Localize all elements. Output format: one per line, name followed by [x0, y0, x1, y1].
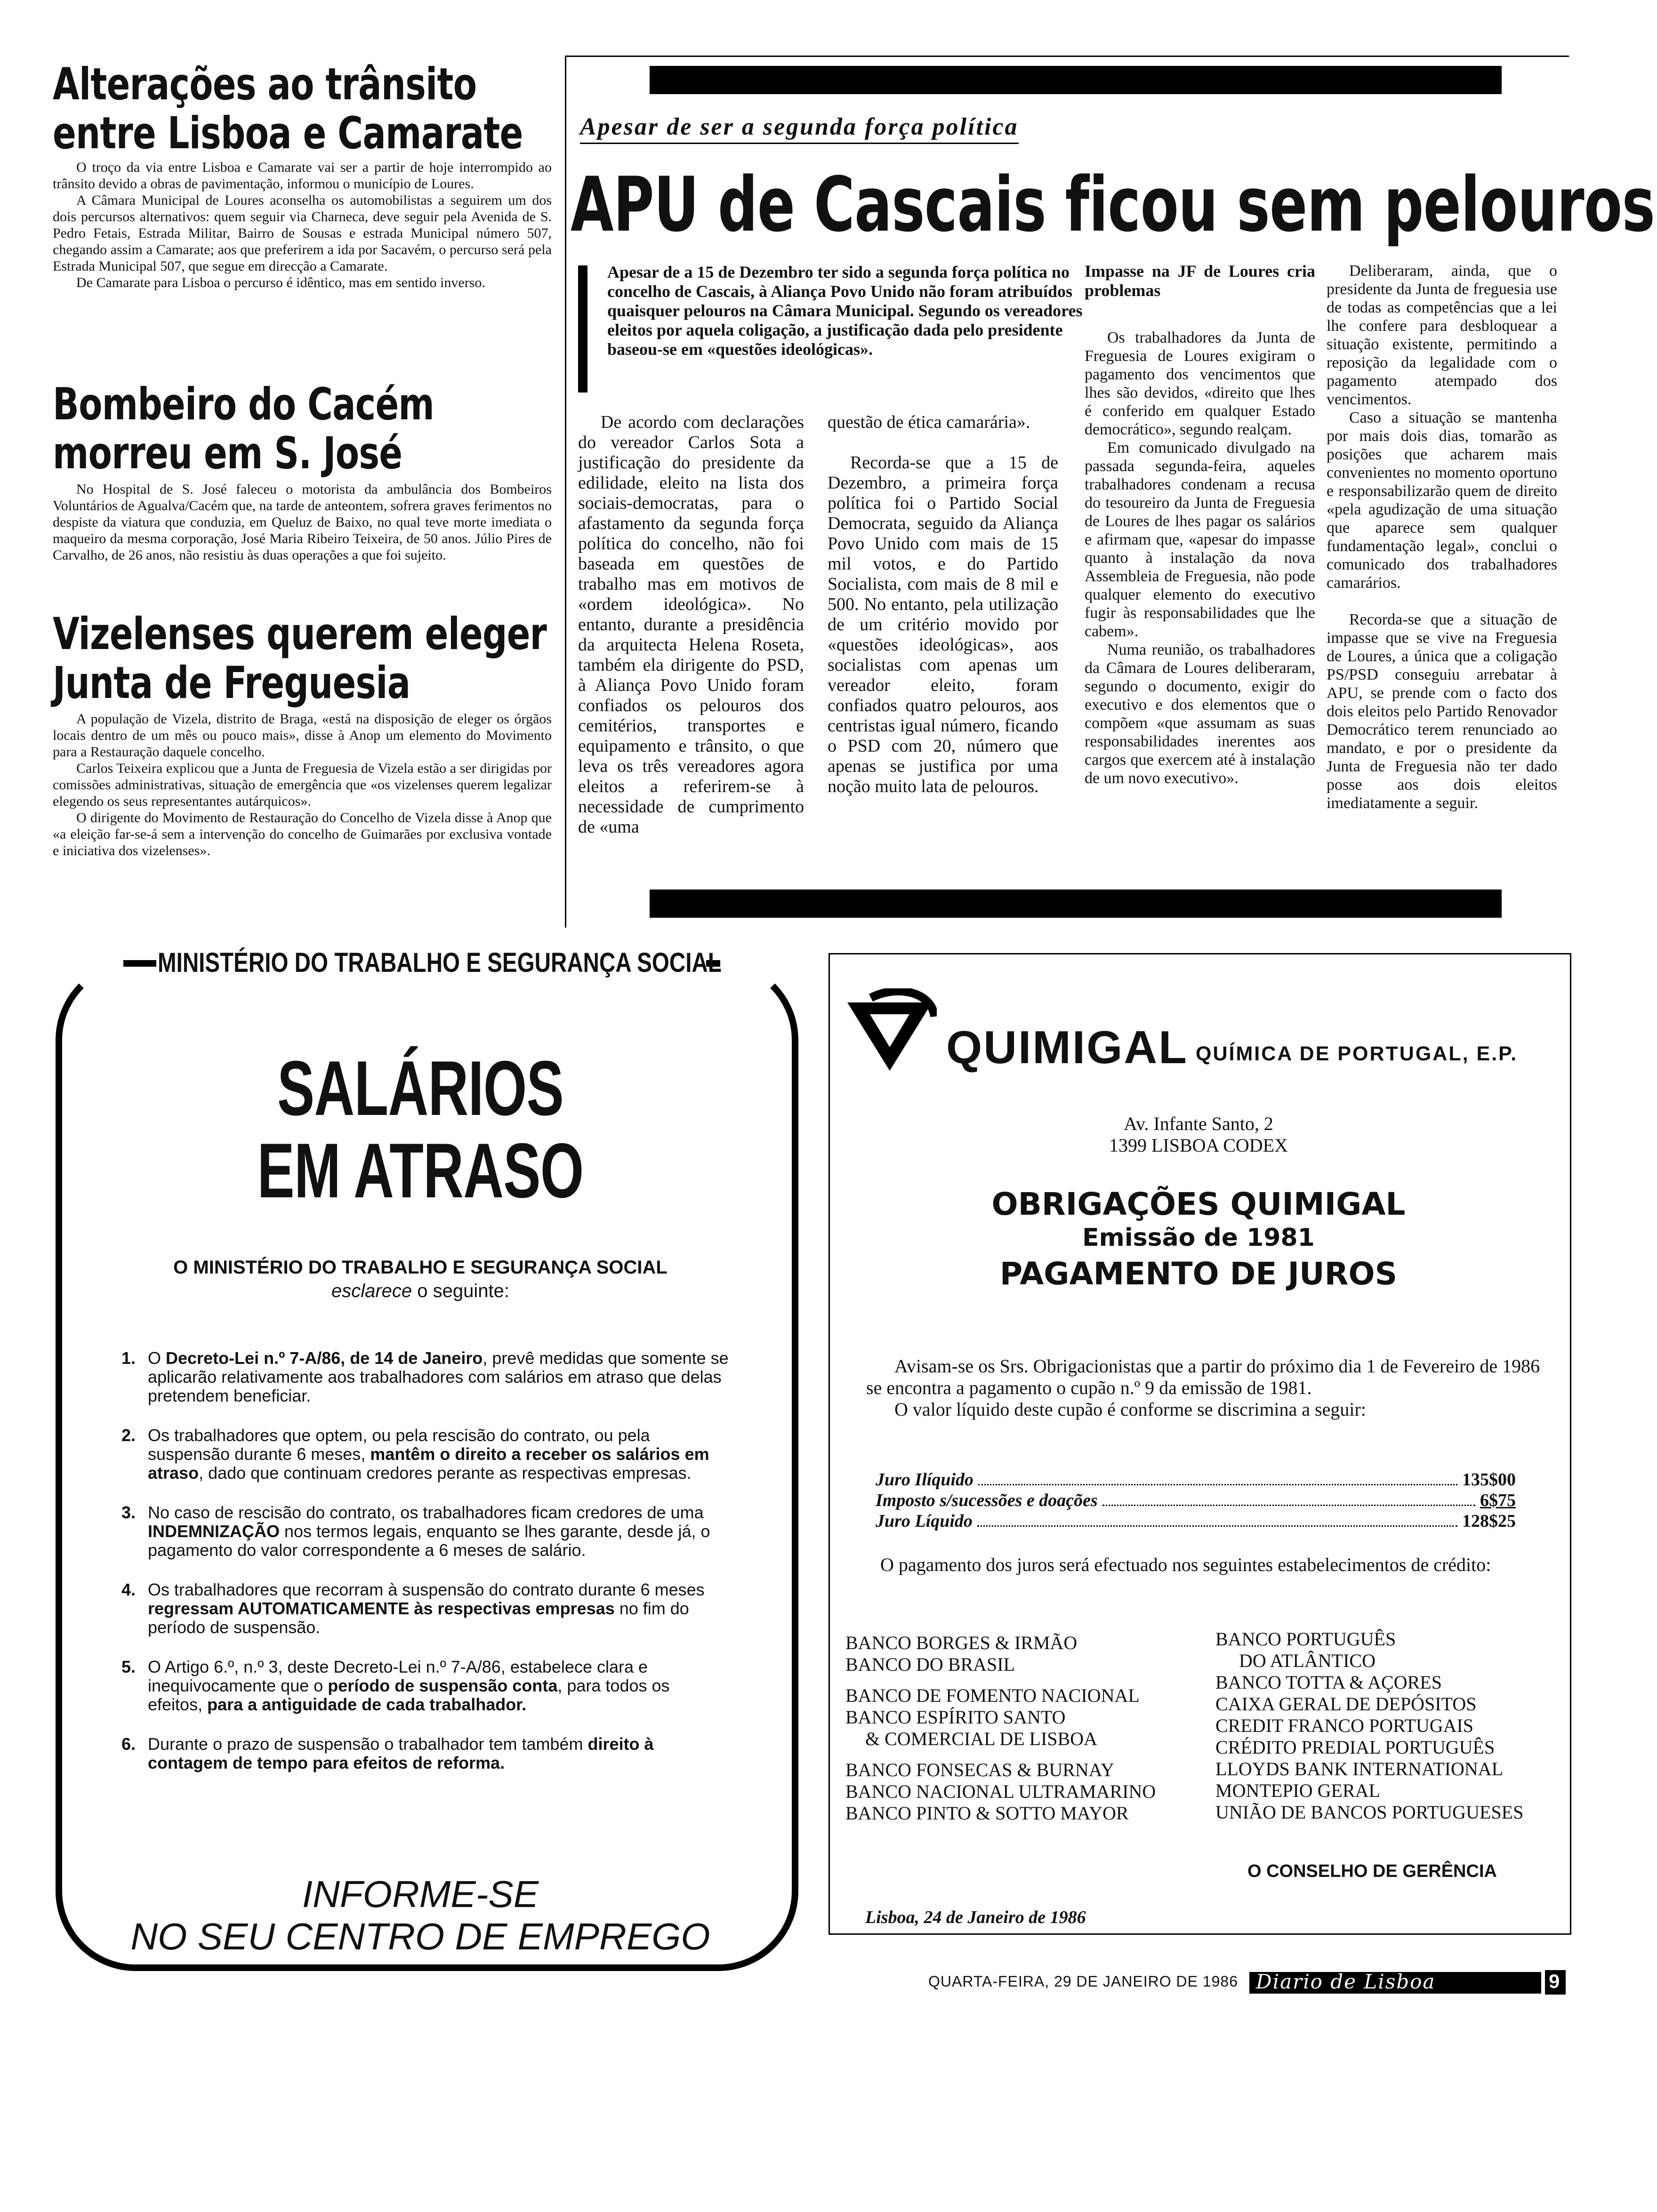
bank-name: BANCO PINTO & SOTTO MAYOR [845, 1803, 1129, 1824]
item-number: 1. [121, 1348, 136, 1368]
ministerio-items [117, 1349, 729, 1793]
paragraph: questão de ética camarária». [828, 412, 1030, 432]
loures-subhead: Impasse na JF de Loures cria problemas [1085, 262, 1315, 300]
paragraph: A população de Vizela, distrito de Braga, «está na disposição de eleger os órgãos locais dentro de um mês ou pouco mais», disse à Anop um elemento do Movimento para a Restauração daquele concelho. [53, 711, 552, 760]
paragraph: O dirigente do Movimento de Restauração do Concelho de Vizela disse à Anop que «a eleição far-se-á sem a intervenção do concelho de Guimarães por exclusiva vontade e iniciativa dos vizelenses». [53, 810, 552, 858]
quimigal-logo-mark [843, 988, 937, 1073]
paragraph: Recorda-se que a situação de impasse que se vive na Freguesia de Loures, a única que a coligação PS/PSD conseguiu arrebatar à APU, se prende com o facto dos dois eleitos pelo Partido Renovador Democrático terem renunciado ao mandato, e por o presidente da Junta de Freguesia não ter dado posse aos dois eleitos imediatamente a seguir. [1327, 611, 1557, 812]
bank-name: BANCO TOTTA & AÇORES [1215, 1672, 1442, 1693]
paragraph: Recorda-se que a 15 de Dezembro, a primeira força política foi o Partido Social Democrata, seguido da Aliança Povo Unido com mais de 15 mil votos, e do Partido Socialista, com mais de 8 mil e 500. No entanto, pela utilização de um critério movido por «questões ideológicas», aos socialistas com apenas um vereador eleito, foram confiados quatro pelouros, aos centristas igual número, ficando o PSD com 20, número que apenas se justifica por uma noção muito lata de pelouros. [828, 453, 1058, 796]
paragraph: O valor líquido deste cupão é conforme se discrimina a seguir: [894, 1399, 1366, 1420]
bank-name [845, 1750, 1213, 1759]
paragraph: Deliberaram, ainda, que o presidente da Junta de freguesia use de todas as competências que a lei lhe confere para desbloquear a situação existente, permitindo a reposição da legalidade com o pagamento atempado dos vencimentos. [1327, 262, 1557, 408]
article-bombeiro [53, 380, 552, 563]
list-item [117, 1503, 729, 1560]
banks-right [1215, 1628, 1554, 1823]
footer-line1: INFORME-SE [302, 1873, 539, 1915]
bank-name: CRÉDITO PREDIAL PORTUGUÊS [1215, 1737, 1495, 1758]
bank-name: BANCO FONSECAS & BURNAY [845, 1759, 1114, 1780]
paragraph: Carlos Teixeira explicou que a Junta de Freguesia de Vizela estão a ser dirigidas por comissões administrativas, situação de emergência que «os vizelenses querem legalizar elegendo os seus representantes autárquicos». [53, 761, 552, 809]
quimigal-intro [866, 1355, 1544, 1420]
paragraph: Avisam-se os Srs. Obrigacionistas que a partir do próximo dia 1 de Fevereiro de 1986 se encontra a pagamento o cupão n.º 9 da emissão de 1981. [866, 1355, 1540, 1398]
item-text: O Artigo 6.º, n.º 3, deste Decreto-Lei n.º 7-A/86, estabelece clara e inequivocamente que o período de suspensão conta, para todos os efeitos, para a antiguidade de cada trabalhador. [148, 1657, 670, 1714]
ministerio-intro-line2 [56, 1279, 785, 1303]
quimigal-address [828, 1113, 1569, 1156]
bank-name: DO ATLÂNTICO [1239, 1650, 1375, 1671]
ministerio-intro [56, 1256, 785, 1303]
headline-vizela-2: Junta de Freguesia [53, 657, 410, 709]
banks-left [845, 1632, 1213, 1824]
quimigal-logo-sub: QUÍMICA DE PORTUGAL, E.P. [1196, 1042, 1518, 1065]
bank-name: BANCO BORGES & IRMÃO [845, 1632, 1078, 1653]
title-pagamento: PAGAMENTO DE JUROS [999, 1256, 1398, 1292]
list-item [117, 1426, 729, 1483]
row-value: 6$75 [1480, 1491, 1516, 1510]
quimigal-date: Lisboa, 24 de Janeiro de 1986 [865, 1907, 1086, 1927]
paragraph: Os trabalhadores da Junta de Freguesia de Loures exigiram o pagamento dos vencimentos que lhes são devidos, «direito que lhes é conferido em qualquer Estado democrático», segundo realçam. [1085, 329, 1315, 438]
paragraph: Caso a situação se mantenha por mais dois dias, tomarão as posições que acharem mais convenientes no momento oportuno e responsabilizarão quem de direito «pela agudização de uma situação que aparece sem qualquer fundamentação legal», conclui o comunicado dos trabalhadores camarários. [1327, 409, 1557, 592]
apu-column-4 [1327, 262, 1557, 812]
paragraph: Em comunicado divulgado na passada segunda-feira, aqueles trabalhadores condenam a recusa do tesoureiro da Junta de Freguesia de Loures de lhes pagar os salários e afirmam que, «apesar do impasse quanto à instalação da nova Assembleia de Freguesia, não pode qualquer elemento do executivo fugir às responsabilidades que lhe cabem». [1085, 439, 1315, 640]
list-item [117, 1580, 729, 1637]
item-number: 4. [121, 1580, 136, 1599]
apu-column-2 [828, 412, 1058, 797]
paragraph: Numa reunião, os trabalhadores da Câmara de Loures deliberaram, segundo o documento, exigir do executivo e dos elementos que o compõem «que assumam as suas responsabilidades inerentes aos cargos que exercem até à instalação de um novo executivo». [1085, 641, 1315, 787]
paragraph: No Hospital de S. José faleceu o motorista da ambulância dos Bombeiros Voluntários de Agualva/Cacém que, na tarde de anteontem, sofrera graves ferimentos no despiste da viatura que conduzia, em Queluz de Baixo, no qual teve morte imediata o maqueiro da mesma corporação, José Maria Ribeiro Teixeira, de 50 anos. Júlio Pires de Carvalho, de 26 anos, não resistiu às duas operações a que foi sujeito. [53, 481, 552, 563]
bank-name [845, 1675, 1213, 1685]
ministerio-title-line1: SALÁRIOS [277, 1045, 564, 1131]
list-item [117, 1735, 729, 1772]
quimigal-values-table [876, 1469, 1516, 1531]
item-text: Os trabalhadores que optem, ou pela rescisão do contrato, ou pela suspensão durante 6 meses, mantêm o direito a receber os salários em atraso, dado que continuam credores perante as respectivas empresas. [148, 1426, 709, 1483]
headline-bombeiro-1: Bombeiro do Cacém [53, 379, 434, 430]
address-line: Av. Infante Santo, 2 [1124, 1113, 1273, 1134]
apu-column-1 [578, 412, 804, 837]
apu-headline: APU de Cascais ficou sem pelouros [571, 160, 1655, 248]
item-number: 3. [121, 1503, 136, 1522]
paragraph: De acordo com declarações do vereador Carlos Sota a justificação do presidente da edilidade, eleito na lista dos sociais-democratas, para o afastamento da segunda força política do concelho, não foi baseada em questões de trabalho mas em motivos de «ordem ideológica». No entanto, durante a presidência da arquitecta Helena Roseta, também ela dirigente do PSD, à Aliança Povo Unido foram confiados os pelouros dos cemitérios, transportes e equipamento e trânsito, o que leva os três vereadores agora eleitos a referirem-se à necessidade de cumprimento de «uma [578, 412, 804, 837]
ministerio-intro-line1: O MINISTÉRIO DO TRABALHO E SEGURANÇA SOCIAL [173, 1257, 668, 1278]
item-number: 2. [121, 1426, 136, 1445]
article-transito [53, 60, 552, 291]
row-label: Juro Ilíquido [876, 1470, 974, 1490]
bank-name: MONTEPIO GERAL [1215, 1780, 1380, 1801]
paragraph: De Camarate para Lisboa o percurso é idêntico, mas em sentido inverso. [76, 275, 485, 290]
article-vizela [53, 610, 552, 859]
row-value: 128$25 [1462, 1511, 1516, 1531]
apu-lead: Apesar de a 15 de Dezembro ter sido a segunda força política no concelho de Cascais, à Aliança Povo Unido não foram atribuídos quaisquer pelouros na Câmara Municipal. Segundo os vereadores eleitos por aquela coligação, a justificação dada pelo presidente baseou-se em «questões ideológicas». [607, 263, 1083, 359]
paragraph: A Câmara Municipal de Loures aconselha os automobilistas a seguirem um dos dois percursos alternativos: quem seguir via Charneca, deve seguir pela Avenida de S. Pedro Fetais, Estrada Militar, Bairro de Sousas e estrada Municipal número 507, chegando assim a Camarate; aos que preferirem a ida por Sacavém, o percurso será pela Estrada Municipal 507, que segue em direcção a Camarate. [53, 192, 552, 274]
table-row [876, 1469, 1516, 1490]
bank-name: CREDIT FRANCO PORTUGAIS [1215, 1715, 1474, 1736]
lead-bar [578, 265, 587, 393]
ministerio-footer [56, 1873, 785, 1958]
table-row [876, 1490, 1516, 1511]
bank-name: BANCO DO BRASIL [845, 1654, 1015, 1675]
bank-name: BANCO PORTUGUÊS [1215, 1628, 1396, 1650]
quimigal-titles [828, 1186, 1569, 1295]
headline-vizela-1: Vizelenses querem eleger [53, 609, 547, 660]
bottom-black-bar [650, 890, 1502, 918]
top-black-bar [650, 66, 1502, 94]
list-item [117, 1658, 729, 1714]
title-emissao: Emissão de 1981 [1082, 1224, 1315, 1252]
row-value: 135$00 [1462, 1470, 1516, 1490]
headline-transito-2: entre Lisboa e Camarate [53, 108, 523, 159]
bank-name: UNIÃO DE BANCOS PORTUGUESES [1215, 1802, 1524, 1823]
apu-kicker: Apesar de ser a segunda força política [580, 113, 1019, 144]
ministerio-title-line2: EM ATRASO [257, 1127, 584, 1214]
table-row [876, 1511, 1516, 1531]
apu-column-3 [1085, 262, 1315, 787]
item-text: No caso de rescisão do contrato, os trabalhadores ficam credores de uma INDEMNIZAÇÃO nos termos legais, enquanto se lhes garante, desde já, o pagamento do valor correspondente a 6 meses de salário. [148, 1503, 710, 1560]
item-text: Durante o prazo de suspensão o trabalhador tem também direito à contagem de tempo para efeitos de reforma. [148, 1734, 654, 1772]
bank-name: BANCO ESPÍRITO SANTO [845, 1707, 1066, 1728]
footer-date: QUARTA-FEIRA, 29 DE JANEIRO DE 1986 [928, 1973, 1238, 1990]
item-number: 5. [121, 1657, 136, 1676]
paragraph: O troço da via entre Lisboa e Camarate vai ser a partir de hoje interrompido ao trânsito devido a obras de pavimentação, informou o município de Loures. [53, 160, 552, 192]
item-text: O Decreto-Lei n.º 7-A/86, de 14 de Janeiro, prevê medidas que somente se aplicarão relativamente aos trabalhadores com salários em atraso que delas pretendem beneficiar. [148, 1348, 729, 1405]
list-item [117, 1349, 729, 1405]
bank-name: CAIXA GERAL DE DEPÓSITOS [1215, 1693, 1477, 1715]
quimigal-signature: O CONSELHO DE GERÊNCIA [1247, 1861, 1497, 1881]
item-text: Os trabalhadores que recorram à suspensão do contrato durante 6 meses regressam AUTOMATICAMENTE às respectivas empresas no fim do período de suspensão. [148, 1580, 705, 1637]
ministerio-header-bar-left [123, 960, 156, 967]
intro-rest: o seguinte: [412, 1281, 510, 1301]
intro-emphasis: esclarece [331, 1281, 412, 1301]
page-number: 9 [1549, 1970, 1560, 1992]
ministerio-header: MINISTÉRIO DO TRABALHO E SEGURANÇA SOCIAL [158, 947, 722, 978]
bank-name: BANCO DE FOMENTO NACIONAL [845, 1685, 1140, 1706]
item-number: 6. [121, 1734, 136, 1754]
row-label: Imposto s/sucessões e doações [876, 1491, 1098, 1510]
row-label: Juro Líquido [876, 1511, 973, 1531]
address-line: 1399 LISBOA CODEX [1109, 1135, 1288, 1156]
bank-name: BANCO NACIONAL ULTRAMARINO [845, 1781, 1156, 1802]
headline-bombeiro-2: morreu em S. José [53, 428, 402, 479]
bank-name: & COMERCIAL DE LISBOA [865, 1728, 1097, 1749]
footer-masthead: Diario de Lisboa [1256, 1970, 1436, 1993]
quimigal-payment-text: O pagamento dos juros será efectuado nos seguintes estabelecimentos de crédito: [880, 1554, 1491, 1575]
headline-transito-1: Alterações ao trânsito [53, 59, 477, 110]
title-obrigacoes: OBRIGAÇÕES QUIMIGAL [991, 1186, 1406, 1222]
bank-name: LLOYDS BANK INTERNATIONAL [1215, 1758, 1504, 1779]
footer-line2: NO SEU CENTRO DE EMPREGO [130, 1915, 710, 1957]
ministerio-title [56, 1047, 785, 1212]
quimigal-logo-name: QUIMIGAL [946, 1021, 1188, 1073]
